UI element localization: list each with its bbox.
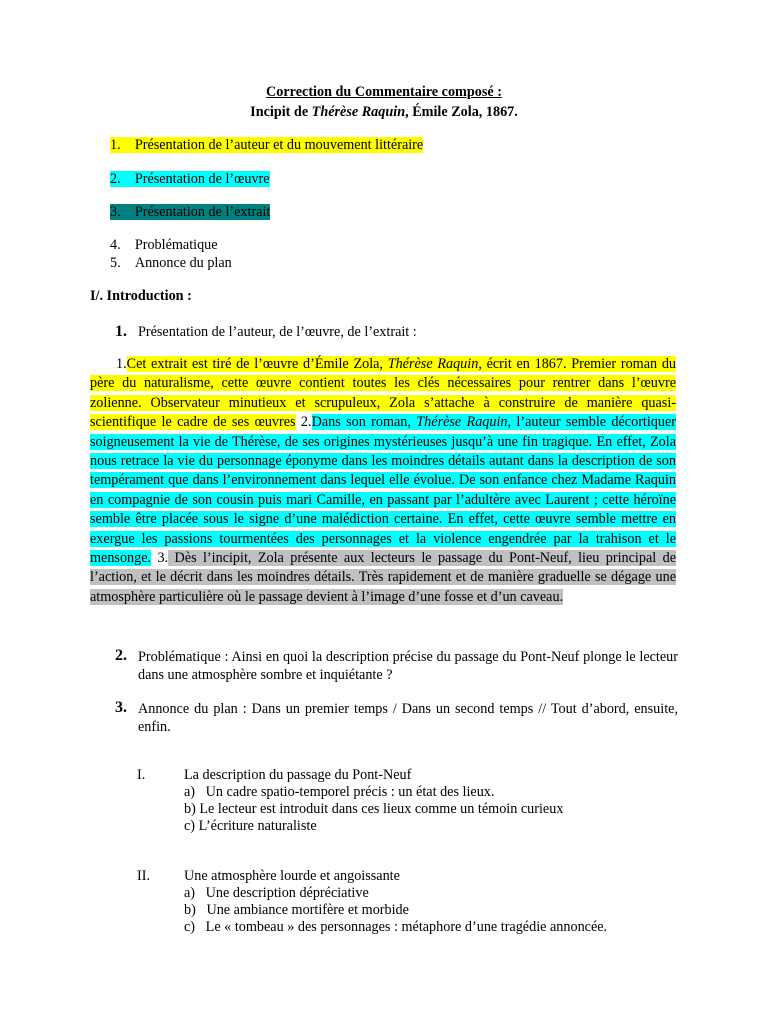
paragraph-seg1b: , écrit en 1867. Premier roman du père du naturalisme, cette œuvre contient toutes les clés nécessaires pour rentrer dans l’œuvre zolienne. Observateur minutieux et scrupuleux, Zola s’attache à construire de manière quasi-scientifique le cadre de ses œuvres xyxy=(90,356,677,431)
intro-item-1 xyxy=(115,323,127,341)
outline-text: Problématique xyxy=(134,237,218,253)
intro-item-2-text: Problématique : Ainsi en quoi la description précise du passage du Pont-Neuf plonge le lecteur dans une atmosphère sombre et inquiétante ? xyxy=(138,649,678,683)
outline-num: 3. xyxy=(110,204,121,220)
outline-num: 5. xyxy=(110,255,121,271)
paragraph-seg2a: Dans son roman, xyxy=(311,414,417,431)
paragraph-num-2: 2. xyxy=(295,414,312,431)
sub-label: b) xyxy=(184,902,196,918)
intro-item-3-text: Annonce du plan : Dans un premier temps / Dans un second temps // Tout d’abord, ensuite, enfin. xyxy=(138,701,678,735)
sub-text: Une ambiance mortifère et morbide xyxy=(206,902,409,918)
intro-item-2 xyxy=(115,647,127,665)
sub-label: b) xyxy=(184,801,196,817)
outline-num: 2. xyxy=(110,171,121,187)
sub-label: c) xyxy=(184,919,196,935)
plan-sub-1c xyxy=(184,818,317,835)
document-title xyxy=(0,84,768,101)
sub-text: Un cadre spatio-temporel précis : un état des lieux. xyxy=(205,784,495,800)
sub-text: Le lecteur est introduit dans ces lieux comme un témoin curieux xyxy=(199,801,564,817)
subtitle-prefix: Incipit de xyxy=(250,104,312,120)
outline-num: 1. xyxy=(110,137,121,153)
outline-item-4 xyxy=(110,237,218,254)
paragraph-seg3: Dès l’incipit, Zola présente aux lecteurs le passage du Pont-Neuf, lieu principal de l’action, et le décrit dans les moindres détails. Très rapidement et de manière graduelle se dégage une atmosphère particulière où le passage devient à l’image d’une fosse et d’un caveau. xyxy=(90,550,677,605)
sub-label: a) xyxy=(184,784,196,800)
sub-text: Le « tombeau » des personnages : métaphore d’une tragédie annoncée. xyxy=(205,919,608,935)
paragraph-num-3: 3. xyxy=(151,550,169,567)
item-number: 1. xyxy=(115,323,127,340)
item-number: 3. xyxy=(115,699,127,716)
section-heading: I/. Introduction : xyxy=(90,288,192,304)
plan-sub-2a xyxy=(184,885,369,902)
paragraph-num-1: 1. xyxy=(116,356,127,372)
paragraph-seg2-book: Thérèse Raquin xyxy=(416,414,508,431)
outline-text: Annonce du plan xyxy=(134,255,232,271)
plan-sub-2b xyxy=(184,902,409,919)
sub-text: Une description dépréciative xyxy=(205,885,369,901)
sub-label: c) xyxy=(184,818,196,834)
plan-title-1: La description du passage du Pont-Neuf xyxy=(184,767,412,783)
outline-text: Présentation de l’œuvre xyxy=(134,171,270,187)
intro-paragraph xyxy=(90,355,676,607)
paragraph-seg1-book: Thérèse Raquin xyxy=(387,356,479,372)
outline-item-2 xyxy=(110,171,270,188)
document-subtitle xyxy=(0,104,768,121)
outline-item-5 xyxy=(110,255,232,272)
item-number: 2. xyxy=(115,647,127,664)
outline-num: 4. xyxy=(110,237,121,253)
plan-title-2: Une atmosphère lourde et angoissante xyxy=(184,868,400,884)
plan-sub-2c xyxy=(184,919,607,936)
paragraph-seg2b: , l’auteur semble décortiquer soigneusement la vie de Thérèse, de ses origines mystérieuses jusqu’à une fin tragique. En effet, Zola nous retrace la vie du personnage éponyme dans les moindres détails autant dans la description de son tempérament que dans l’environnement dans lequel elle évolue. De son enfance chez Madame Raquin en compagnie de son cousin puis mari Camille, en passant par l’adultère avec Laurent ; cette héroïne semble être placée sous le signe d’une malédiction certaine. En effet, cette œuvre semble mettre en exergue les passions tourmentées des personnages et la violence engendrée par la trahison et le mensonge. xyxy=(90,414,677,567)
plan-sub-1b xyxy=(184,801,563,818)
outline-item-3 xyxy=(110,204,270,221)
outline-text: Présentation de l’extrait xyxy=(134,204,271,220)
sub-label: a) xyxy=(184,885,196,901)
outline-text: Présentation de l’auteur et du mouvement littéraire xyxy=(134,137,424,153)
plan-sub-1a xyxy=(184,784,494,801)
intro-item-3 xyxy=(115,699,127,717)
subtitle-suffix: , Émile Zola, 1867. xyxy=(405,104,518,120)
plan-roman-1: I. xyxy=(137,767,146,783)
subtitle-book: Thérèse Raquin xyxy=(311,104,406,120)
sub-text: L’écriture naturaliste xyxy=(198,818,317,834)
intro-item-1-text: Présentation de l’auteur, de l’œuvre, de l’extrait : xyxy=(138,324,417,340)
outline-item-1 xyxy=(110,137,423,154)
title-line1: Correction du Commentaire composé : xyxy=(266,84,502,100)
plan-roman-2: II. xyxy=(137,868,150,884)
paragraph-seg1a: Cet extrait est tiré de l’œuvre d’Émile Zola, xyxy=(126,356,388,372)
